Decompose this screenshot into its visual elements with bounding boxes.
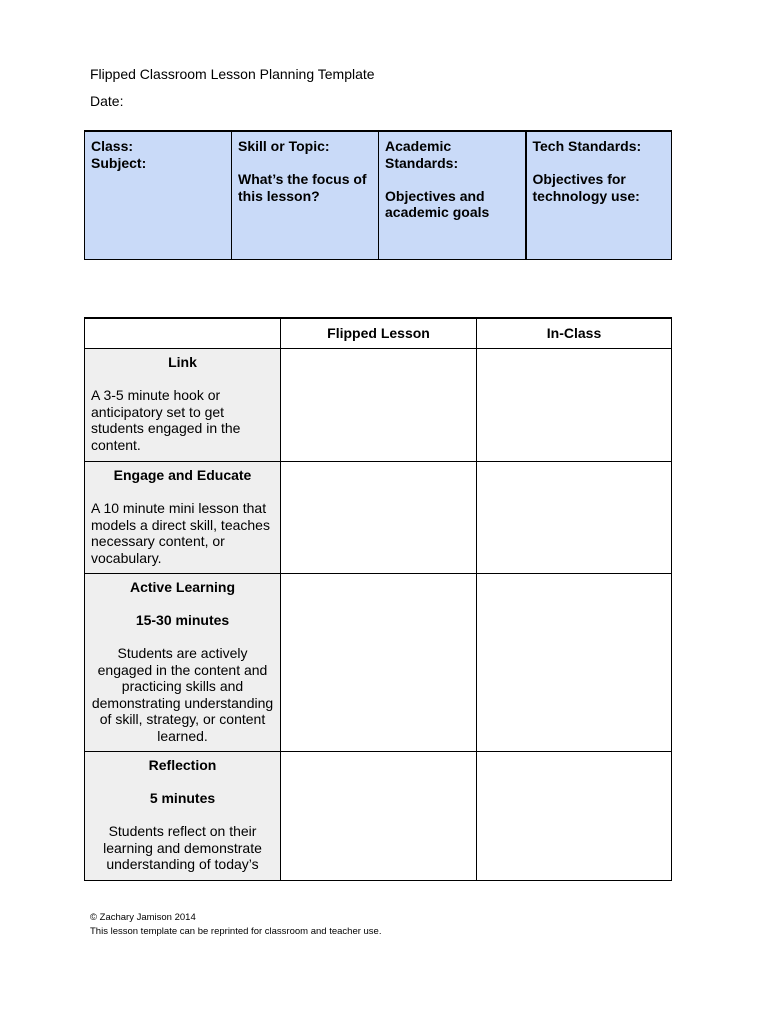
in-class-cell[interactable] bbox=[477, 574, 672, 752]
table-row bbox=[85, 752, 672, 881]
row-label-reflection bbox=[85, 752, 281, 881]
lesson-header-table bbox=[84, 130, 672, 260]
lesson-plan-table bbox=[84, 317, 672, 881]
table-row bbox=[85, 574, 672, 752]
skill-topic-prompt: What’s the focus of this lesson? bbox=[238, 171, 367, 204]
header-cell-skill bbox=[232, 131, 379, 260]
column-header-in-class: In-Class bbox=[477, 318, 672, 349]
row-title: Reflection bbox=[148, 757, 217, 773]
table-row bbox=[85, 349, 672, 462]
reprint-note: This lesson template can be reprinted for classroom and teacher use. bbox=[90, 926, 382, 937]
row-title: Link bbox=[168, 354, 197, 370]
document-title: Flipped Classroom Lesson Planning Template bbox=[90, 66, 375, 82]
row-label-active-learning bbox=[85, 574, 281, 752]
column-header-flipped-lesson: Flipped Lesson bbox=[281, 318, 477, 349]
tech-standards-label: Tech Standards: bbox=[532, 138, 642, 154]
column-header-blank bbox=[85, 318, 281, 349]
row-duration: 15-30 minutes bbox=[135, 612, 230, 628]
in-class-cell[interactable] bbox=[477, 349, 672, 462]
tech-standards-prompt: Objectives for technology use: bbox=[532, 171, 640, 204]
table-header-row bbox=[85, 318, 672, 349]
header-cell-academic bbox=[379, 131, 526, 260]
academic-standards-prompt: Objectives and academic goals bbox=[385, 187, 490, 220]
copyright-text: © Zachary Jamison 2014 bbox=[90, 912, 196, 923]
date-label: Date: bbox=[90, 93, 124, 109]
row-label-engage-educate bbox=[85, 462, 281, 574]
row-description: Students are actively engaged in the content and practicing skills and demonstrating understanding of skill, strategy, or content learned. bbox=[91, 645, 274, 744]
in-class-cell[interactable] bbox=[477, 752, 672, 881]
subject-label: Subject: bbox=[91, 154, 147, 171]
flipped-lesson-cell[interactable] bbox=[281, 752, 477, 881]
in-class-cell[interactable] bbox=[477, 462, 672, 574]
row-description: A 3-5 minute hook or anticipatory set to get students engaged in the content. bbox=[91, 387, 241, 453]
header-row bbox=[85, 131, 672, 260]
flipped-lesson-cell[interactable] bbox=[281, 462, 477, 574]
table-row bbox=[85, 462, 672, 574]
row-title: Active Learning bbox=[129, 579, 236, 595]
skill-topic-label: Skill or Topic: bbox=[238, 138, 330, 154]
header-cell-tech bbox=[526, 131, 672, 260]
footer bbox=[90, 911, 382, 939]
header-cell-class bbox=[85, 131, 232, 260]
class-label: Class: bbox=[91, 138, 134, 154]
row-label-link bbox=[85, 349, 281, 462]
row-duration: 5 minutes bbox=[149, 790, 216, 806]
academic-standards-label: Academic Standards: bbox=[385, 138, 459, 171]
row-description: A 10 minute mini lesson that models a direct skill, teaches necessary content, or vocabulary. bbox=[91, 500, 270, 566]
row-description: Students reflect on their learning and demonstrate understanding of today’s bbox=[103, 823, 262, 872]
flipped-lesson-cell[interactable] bbox=[281, 349, 477, 462]
flipped-lesson-cell[interactable] bbox=[281, 574, 477, 752]
row-title: Engage and Educate bbox=[113, 467, 252, 483]
